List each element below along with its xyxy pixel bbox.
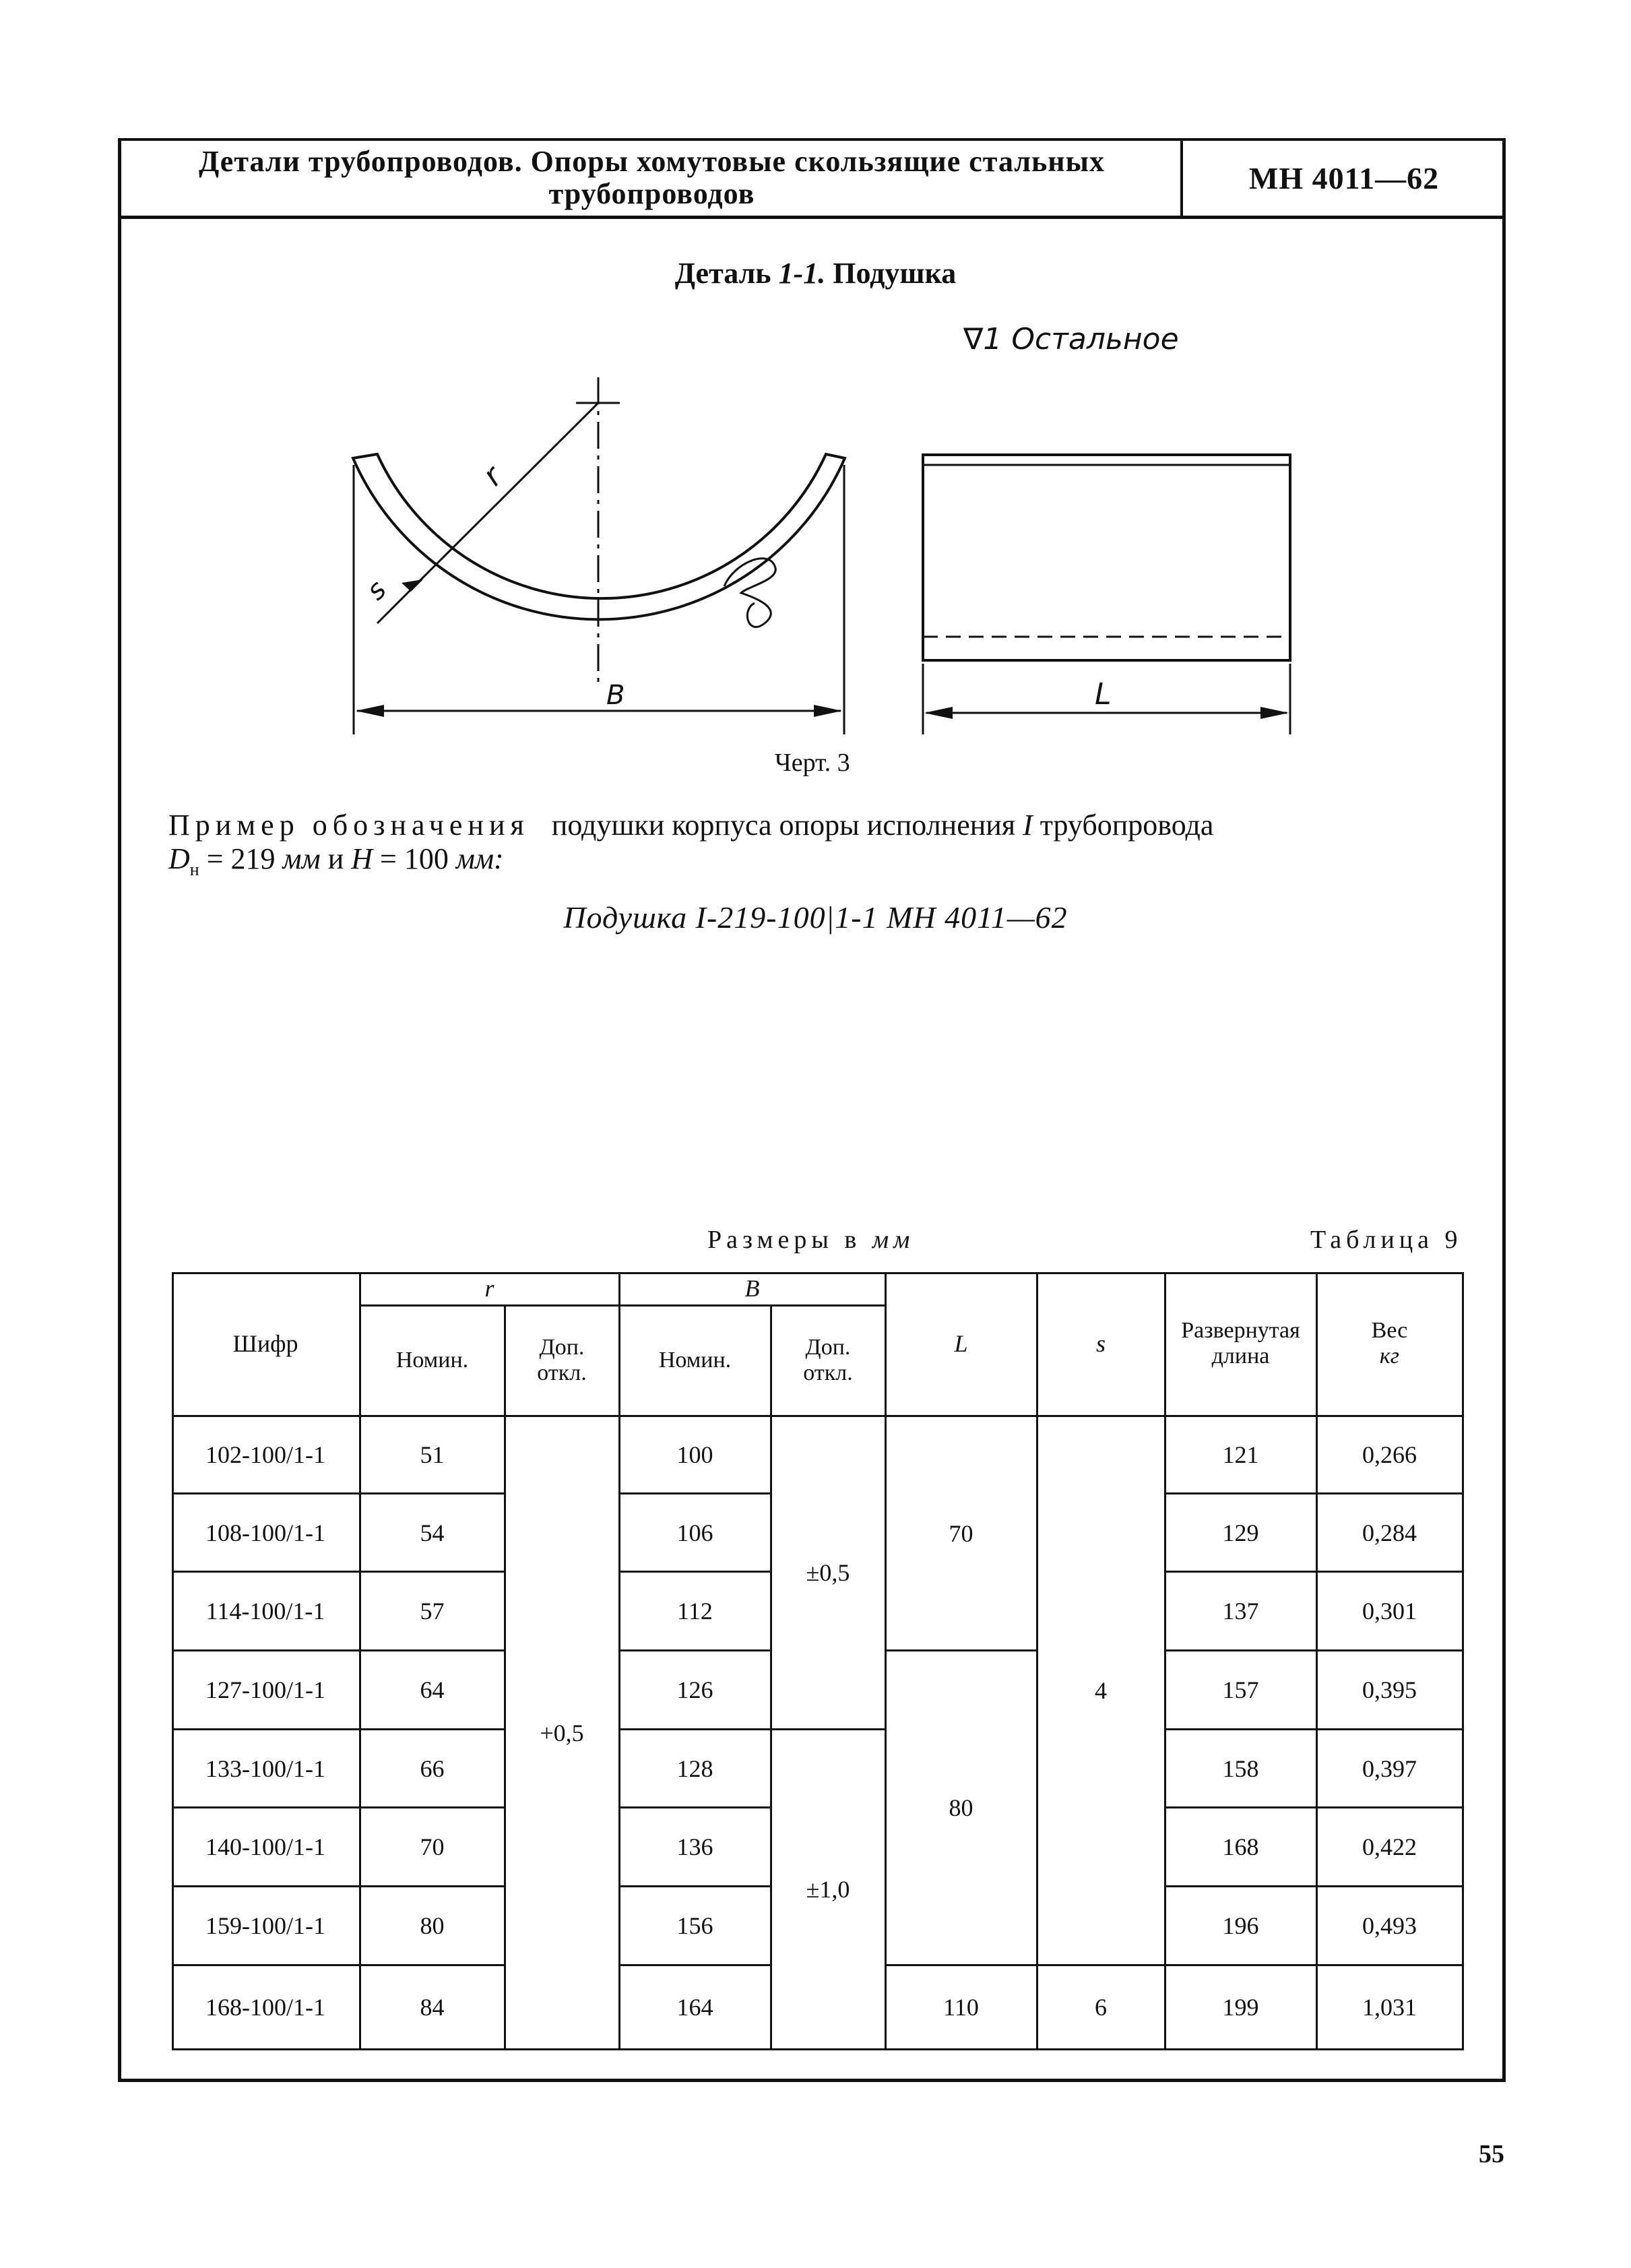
- header-weight-l1: Вес: [1371, 1318, 1408, 1343]
- row-code: 159-100/1-1: [205, 1912, 325, 1939]
- L-arrow-right: [1260, 707, 1289, 719]
- example-eq1: = 219: [206, 842, 276, 875]
- label-r: r: [476, 460, 509, 493]
- header-length-l1: Развернутая: [1181, 1318, 1300, 1343]
- B-arrow-right: [814, 705, 842, 717]
- header-code: Шифр: [232, 1330, 298, 1357]
- row-r: 84: [420, 1994, 445, 2021]
- half-ring: [353, 454, 845, 619]
- row-length: 129: [1222, 1519, 1259, 1546]
- detail-number: 1-1.: [778, 257, 826, 290]
- row-code: 114-100/1-1: [205, 1598, 325, 1625]
- vline-9: [1462, 1272, 1464, 2050]
- example-text2: трубопровода: [1040, 809, 1214, 842]
- side-rect: [923, 455, 1290, 660]
- s-value-2: 6: [1095, 1994, 1107, 2021]
- table-bottom-line: [172, 2048, 1464, 2050]
- table-label: Таблица 9: [1310, 1226, 1463, 1254]
- row-r: 54: [420, 1519, 445, 1546]
- row-B: 100: [676, 1441, 713, 1468]
- standard-code: МН 4011—62: [1248, 160, 1440, 195]
- row-B: 128: [676, 1755, 713, 1782]
- L-arrow-left: [924, 707, 953, 719]
- row-B: 136: [676, 1833, 713, 1860]
- row-code: 108-100/1-1: [205, 1519, 325, 1546]
- row-code: 127-100/1-1: [205, 1676, 325, 1703]
- header-weight: [1317, 1272, 1462, 1415]
- header-nom-B: Номин.: [658, 1348, 732, 1373]
- frame-right-line: [1502, 138, 1506, 2082]
- units-caption: [707, 1225, 914, 1255]
- L-value-3: 110: [943, 1994, 979, 2021]
- row-r: 80: [420, 1912, 445, 1939]
- row-B: 156: [676, 1912, 713, 1939]
- row-code: 133-100/1-1: [205, 1755, 325, 1782]
- header-length-l2: длина: [1211, 1344, 1270, 1368]
- side-view: [923, 455, 1290, 734]
- row-r: 70: [420, 1833, 445, 1860]
- example-dn-sub: н: [189, 859, 199, 879]
- units-prefix: Размеры в: [707, 1226, 862, 1254]
- row-weight: 0,284: [1362, 1519, 1417, 1546]
- header-divider: [1180, 138, 1183, 216]
- B-tolerance-1: ±0,5: [806, 1559, 850, 1586]
- header-B: B: [744, 1275, 760, 1302]
- row-r: 57: [420, 1598, 445, 1625]
- row-code: 102-100/1-1: [205, 1441, 325, 1468]
- row-length: 168: [1222, 1833, 1259, 1860]
- header-title: [128, 140, 1176, 216]
- example-execution: I: [1023, 809, 1033, 842]
- example-eq2: = 100: [380, 842, 449, 875]
- dimensions-table: [172, 1272, 1464, 2050]
- front-view: [353, 377, 845, 734]
- example-unit1: мм: [282, 842, 321, 875]
- roughness-note: ∇1 Остальное: [963, 322, 1179, 356]
- row-weight: 0,266: [1362, 1441, 1417, 1468]
- frame-left-line: [118, 138, 121, 2082]
- page-number: 55: [1479, 2140, 1504, 2168]
- header-L: L: [954, 1330, 968, 1357]
- row-B: 106: [676, 1519, 713, 1546]
- row-weight: 0,397: [1362, 1755, 1417, 1782]
- row-length: 157: [1222, 1676, 1259, 1703]
- header-r: r: [484, 1275, 494, 1302]
- header-dev-B: [771, 1306, 885, 1415]
- label-s: s: [360, 574, 393, 606]
- row-r: 64: [420, 1676, 445, 1703]
- row-length: 199: [1222, 1994, 1259, 2021]
- detail-name: Подушка: [833, 257, 957, 290]
- L-value-2: 80: [949, 1794, 973, 1821]
- row-weight: 0,422: [1362, 1833, 1417, 1860]
- figure-caption: Черт. 3: [775, 749, 850, 777]
- radius-extension: [377, 559, 441, 623]
- row-r: 66: [420, 1755, 445, 1782]
- detail-prefix: Деталь: [674, 257, 771, 290]
- row-length: 158: [1222, 1755, 1259, 1782]
- designation-example: [168, 809, 1472, 887]
- row-code: 140-100/1-1: [205, 1833, 325, 1860]
- s-value-1: 4: [1095, 1677, 1107, 1704]
- label-B: B: [606, 680, 625, 711]
- detail-title: [0, 256, 1631, 290]
- row-r: 51: [420, 1441, 445, 1468]
- row-weight: 1,031: [1362, 1994, 1417, 2021]
- frame-bottom-line: [118, 2079, 1506, 2082]
- header-dev-r: [505, 1306, 618, 1415]
- designation: Подушка I-219-100|1-1 МН 4011—62: [563, 900, 1068, 935]
- weld-symbol: [724, 559, 775, 627]
- example-text1: подушки корпуса опоры исполнения: [551, 809, 1016, 842]
- row-length: 196: [1222, 1912, 1259, 1939]
- example-dn-symbol: D: [168, 842, 190, 875]
- B-arrow-left: [356, 705, 384, 717]
- L-value-1: 70: [949, 1519, 973, 1547]
- row-code: 168-100/1-1: [205, 1994, 325, 2021]
- header-dev-r-l1: Доп.: [539, 1335, 585, 1360]
- row-B: 112: [677, 1598, 713, 1625]
- row-length: 137: [1222, 1598, 1259, 1625]
- label-L: L: [1095, 677, 1112, 712]
- radius-line: [441, 403, 598, 559]
- example-lead: Пример обозначения: [168, 809, 530, 842]
- header-dev-B-l2: откл.: [803, 1360, 853, 1385]
- B-tolerance-2: ±1,0: [806, 1876, 850, 1903]
- row-B: 164: [676, 1994, 713, 2021]
- r-tolerance: +0,5: [540, 1719, 584, 1746]
- row-weight: 0,301: [1362, 1598, 1417, 1625]
- header-bottom-line: [118, 216, 1506, 219]
- header-title-line2: трубопроводов: [548, 177, 755, 210]
- example-unit2: мм:: [455, 842, 504, 875]
- thickness-arrow: [402, 579, 423, 592]
- header-title-line1: Детали трубопроводов. Опоры хомутовые скользящие стальных: [199, 145, 1105, 178]
- header-dev-B-l1: Доп.: [805, 1335, 851, 1360]
- header-nom-r: Номин.: [395, 1348, 469, 1373]
- row-length: 121: [1222, 1441, 1259, 1468]
- row-weight: 0,395: [1362, 1676, 1417, 1703]
- header-weight-l2: кг: [1379, 1344, 1400, 1368]
- example-h-symbol: H: [351, 842, 373, 875]
- example-and: и: [327, 842, 344, 875]
- header-length: [1165, 1272, 1316, 1415]
- units-value: мм: [872, 1226, 915, 1254]
- header-dev-r-l2: откл.: [537, 1360, 587, 1385]
- row-B: 126: [676, 1676, 713, 1703]
- header-s: s: [1095, 1330, 1106, 1357]
- row-weight: 0,493: [1362, 1912, 1417, 1939]
